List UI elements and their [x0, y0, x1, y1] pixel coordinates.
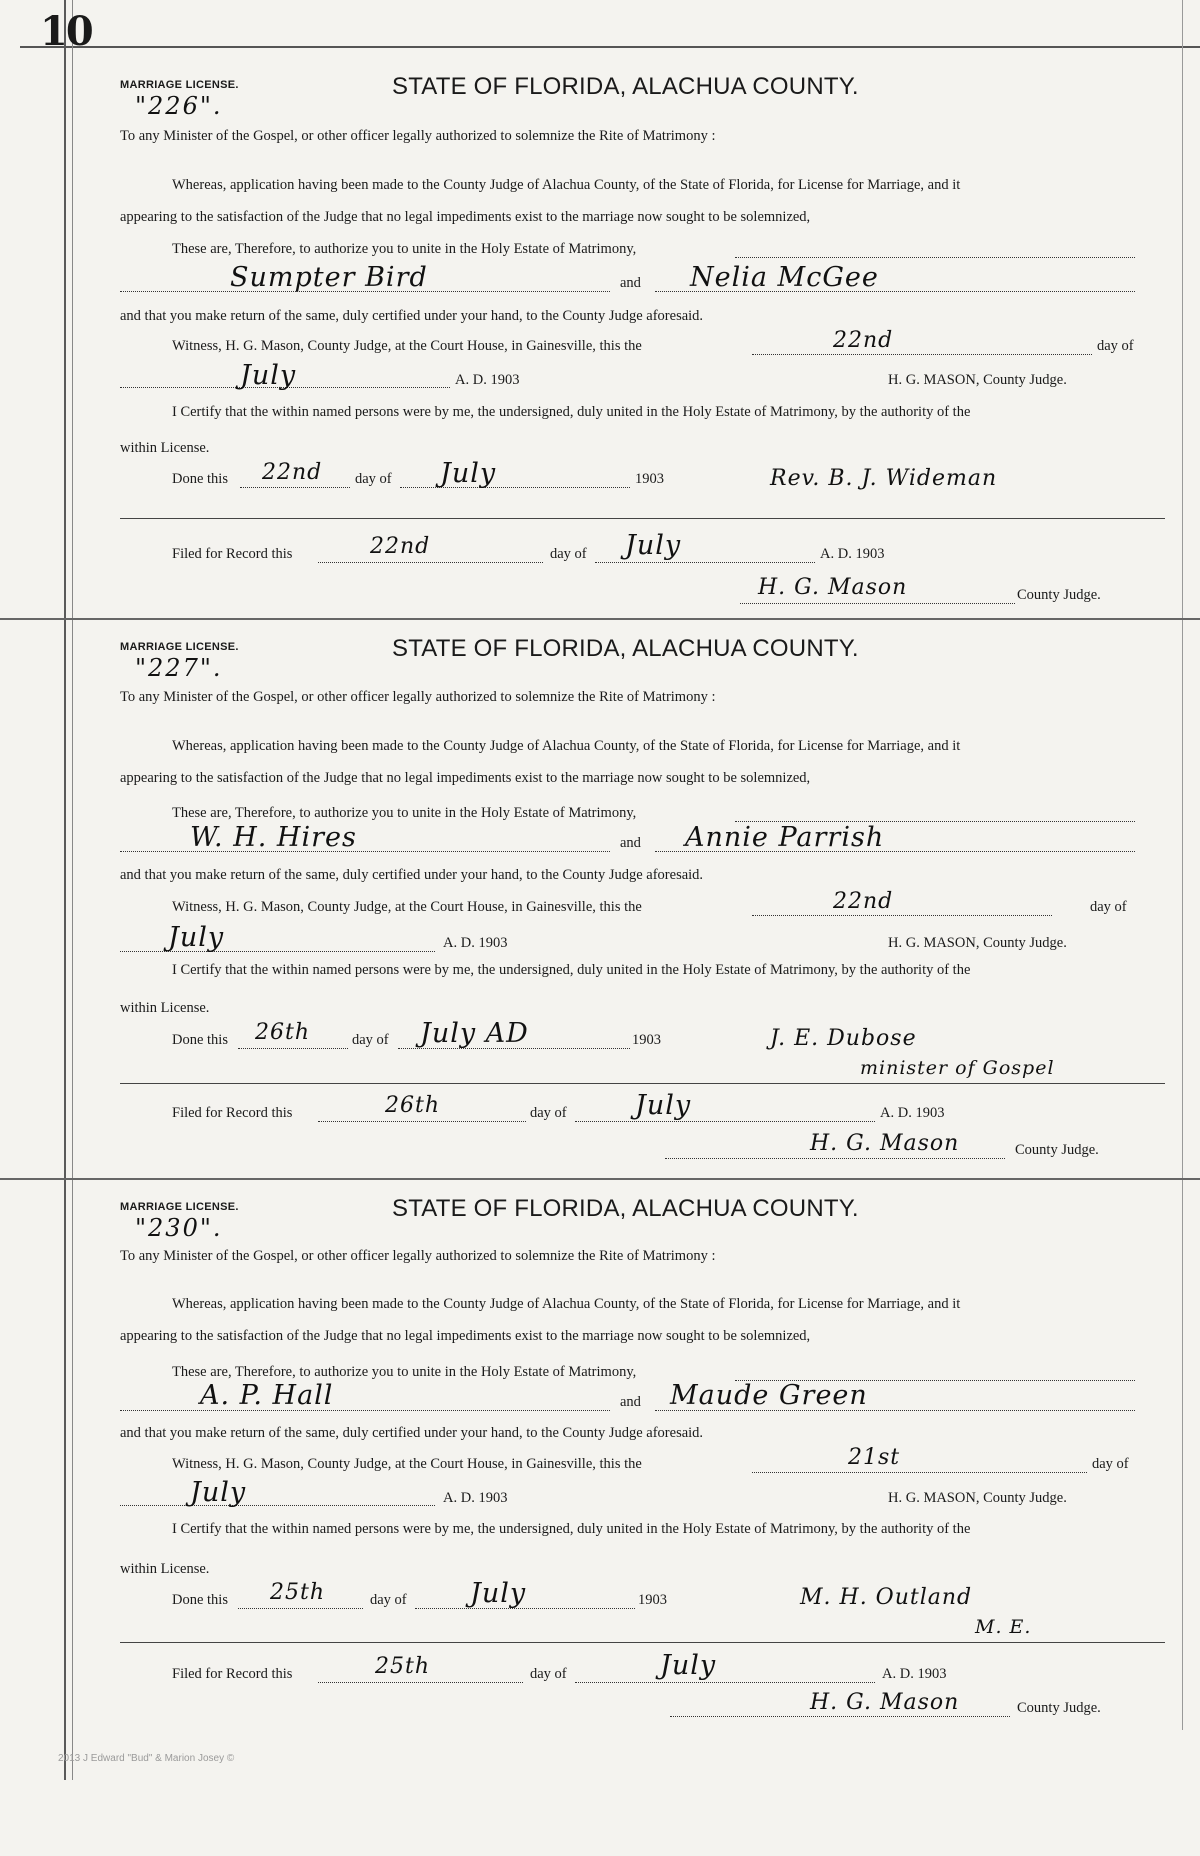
address-line: To any Minister of the Gospel, or other officer legally authorized to solemnize the Rite of Matrimony : [120, 1248, 716, 1264]
authorize-line: These are, Therefore, to authorize you to unite in the Holy Estate of Matrimony, [172, 1364, 637, 1380]
filed-month: July [660, 1650, 717, 1681]
witness-month: July [190, 1477, 247, 1508]
return-line: and that you make return of the same, duly certified under your hand, to the County Judge aforesaid. [120, 308, 704, 324]
groom-name: A. P. Hall [200, 1380, 334, 1411]
license-number: "230". [135, 1214, 223, 1242]
license-number: "226". [135, 92, 223, 120]
filed-for-record-label: Filed for Record this [172, 1666, 293, 1682]
filed-day: 25th [375, 1654, 431, 1679]
year-digit: 3 [656, 471, 664, 487]
ad-label: A. D. 190 [820, 546, 878, 562]
certify-line: I Certify that the within named persons were by me, the undersigned, duly united in the Holy Estate of Matrimony, by the authority of the [172, 1521, 971, 1537]
done-day: 25th [270, 1580, 326, 1605]
year-digit: 3 [939, 1666, 947, 1682]
license-label: MARRIAGE LICENSE. [120, 641, 239, 653]
ad-label: A. D. 190 [443, 1490, 501, 1506]
bride-name: Nelia McGee [690, 262, 879, 293]
page-number: 10 [40, 8, 92, 55]
judge-signature-label: H. G. MASON, County Judge. [888, 935, 1067, 951]
day-of-label: day of [355, 471, 392, 487]
state-title: STATE OF FLORIDA, ALACHUA COUNTY. [392, 1195, 859, 1222]
year-digit: 3 [877, 546, 885, 562]
year-label: 190 [632, 1032, 654, 1048]
judge-signature-label: H. G. MASON, County Judge. [888, 1490, 1067, 1506]
witness-day: 22nd [833, 328, 894, 353]
done-month: July AD [420, 1018, 529, 1049]
bride-name: Maude Green [670, 1380, 868, 1411]
authorize-line: These are, Therefore, to authorize you to unite in the Holy Estate of Matrimony, [172, 805, 637, 821]
section-divider [0, 1178, 1200, 1180]
copyright-notice: 2013 J Edward "Bud" & Marion Josey © [58, 1753, 235, 1764]
year-digit: 3 [500, 935, 508, 951]
year-digit: 3 [653, 1032, 661, 1048]
filed-month: July [625, 530, 682, 561]
officiant-title: M. E. [975, 1616, 1032, 1638]
done-day: 22nd [262, 460, 323, 485]
within-license: within License. [120, 1561, 210, 1577]
and-word: and [620, 835, 641, 851]
address-line: To any Minister of the Gospel, or other officer legally authorized to solemnize the Rite of Matrimony : [120, 689, 716, 705]
appearing-line: appearing to the satisfaction of the Judge that no legal impediments exist to the marriage now sought to be solemnized, [120, 209, 811, 225]
within-license: within License. [120, 440, 210, 456]
witness-line: Witness, H. G. Mason, County Judge, at the Court House, in Gainesville, this the [172, 899, 642, 915]
witness-day: 21st [848, 1445, 901, 1470]
return-line: and that you make return of the same, duly certified under your hand, to the County Judge aforesaid. [120, 867, 704, 883]
filed-day: 22nd [370, 534, 431, 559]
day-of-label: day of [530, 1666, 567, 1682]
day-of-label: day of [1097, 338, 1134, 354]
filed-month: July [635, 1090, 692, 1121]
and-word: and [620, 1394, 641, 1410]
year-digit: 3 [659, 1592, 667, 1608]
return-line: and that you make return of the same, duly certified under your hand, to the County Judge aforesaid. [120, 1425, 704, 1441]
done-day: 26th [255, 1020, 311, 1045]
year-digit: 3 [512, 372, 520, 388]
ad-label: A. D. 190 [455, 372, 513, 388]
day-of-label: day of [370, 1592, 407, 1608]
filed-by-signature: H. G. Mason [810, 1131, 960, 1156]
certify-line: I Certify that the within named persons were by me, the undersigned, duly united in the Holy Estate of Matrimony, by the authority of the [172, 962, 971, 978]
authorize-line: These are, Therefore, to authorize you to unite in the Holy Estate of Matrimony, [172, 241, 637, 257]
day-of-label: day of [530, 1105, 567, 1121]
county-judge-label: County Judge. [1017, 1700, 1101, 1716]
witness-day: 22nd [833, 889, 894, 914]
ad-label: A. D. 190 [443, 935, 501, 951]
whereas-line: Whereas, application having been made to the County Judge of Alachua County, of the State of Florida, for License for Marriage, and it [172, 177, 961, 193]
groom-name: W. H. Hires [190, 822, 357, 853]
done-this-label: Done this [172, 1032, 228, 1048]
left-margin-line [64, 0, 66, 1780]
left-margin-line-inner [72, 0, 73, 1780]
officiant-title: minister of Gospel [860, 1057, 1055, 1079]
filed-day: 26th [385, 1093, 441, 1118]
done-this-label: Done this [172, 1592, 228, 1608]
appearing-line: appearing to the satisfaction of the Judge that no legal impediments exist to the marriage now sought to be solemnized, [120, 770, 811, 786]
officiant-signature: Rev. B. J. Wideman [770, 466, 998, 491]
license-number: "227". [135, 654, 223, 682]
done-month: July [470, 1578, 527, 1609]
license-label: MARRIAGE LICENSE. [120, 1201, 239, 1213]
day-of-label: day of [1092, 1456, 1129, 1472]
county-judge-label: County Judge. [1015, 1142, 1099, 1158]
witness-month: July [240, 360, 297, 391]
witness-month: July [168, 922, 225, 953]
filed-by-signature: H. G. Mason [810, 1690, 960, 1715]
section-divider [0, 618, 1200, 620]
state-title: STATE OF FLORIDA, ALACHUA COUNTY. [392, 635, 859, 662]
county-judge-label: County Judge. [1017, 587, 1101, 603]
witness-line: Witness, H. G. Mason, County Judge, at the Court House, in Gainesville, this the [172, 338, 642, 354]
day-of-label: day of [352, 1032, 389, 1048]
license-label: MARRIAGE LICENSE. [120, 79, 239, 91]
within-license: within License. [120, 1000, 210, 1016]
certify-line: I Certify that the within named persons were by me, the undersigned, duly united in the Holy Estate of Matrimony, by the authority of the [172, 404, 971, 420]
ad-label: A. D. 190 [882, 1666, 940, 1682]
ad-label: A. D. 190 [880, 1105, 938, 1121]
year-label: 190 [638, 1592, 660, 1608]
year-digit: 3 [500, 1490, 508, 1506]
filed-for-record-label: Filed for Record this [172, 1105, 293, 1121]
officiant-signature: M. H. Outland [800, 1585, 973, 1610]
address-line: To any Minister of the Gospel, or other officer legally authorized to solemnize the Rite of Matrimony : [120, 128, 716, 144]
day-of-label: day of [550, 546, 587, 562]
top-border [20, 46, 1200, 48]
day-of-label: day of [1090, 899, 1127, 915]
groom-name: Sumpter Bird [230, 262, 428, 293]
year-label: 190 [635, 471, 657, 487]
appearing-line: appearing to the satisfaction of the Judge that no legal impediments exist to the marriage now sought to be solemnized, [120, 1328, 811, 1344]
right-margin-line [1182, 0, 1183, 1730]
done-month: July [440, 458, 497, 489]
officiant-signature: J. E. Dubose [770, 1026, 917, 1051]
filed-by-signature: H. G. Mason [758, 575, 908, 600]
witness-line: Witness, H. G. Mason, County Judge, at the Court House, in Gainesville, this the [172, 1456, 642, 1472]
whereas-line: Whereas, application having been made to the County Judge of Alachua County, of the State of Florida, for License for Marriage, and it [172, 738, 961, 754]
state-title: STATE OF FLORIDA, ALACHUA COUNTY. [392, 73, 859, 100]
and-word: and [620, 275, 641, 291]
year-digit: 3 [937, 1105, 945, 1121]
done-this-label: Done this [172, 471, 228, 487]
filed-for-record-label: Filed for Record this [172, 546, 293, 562]
bride-name: Annie Parrish [685, 822, 885, 853]
judge-signature-label: H. G. MASON, County Judge. [888, 372, 1067, 388]
whereas-line: Whereas, application having been made to the County Judge of Alachua County, of the State of Florida, for License for Marriage, and it [172, 1296, 961, 1312]
